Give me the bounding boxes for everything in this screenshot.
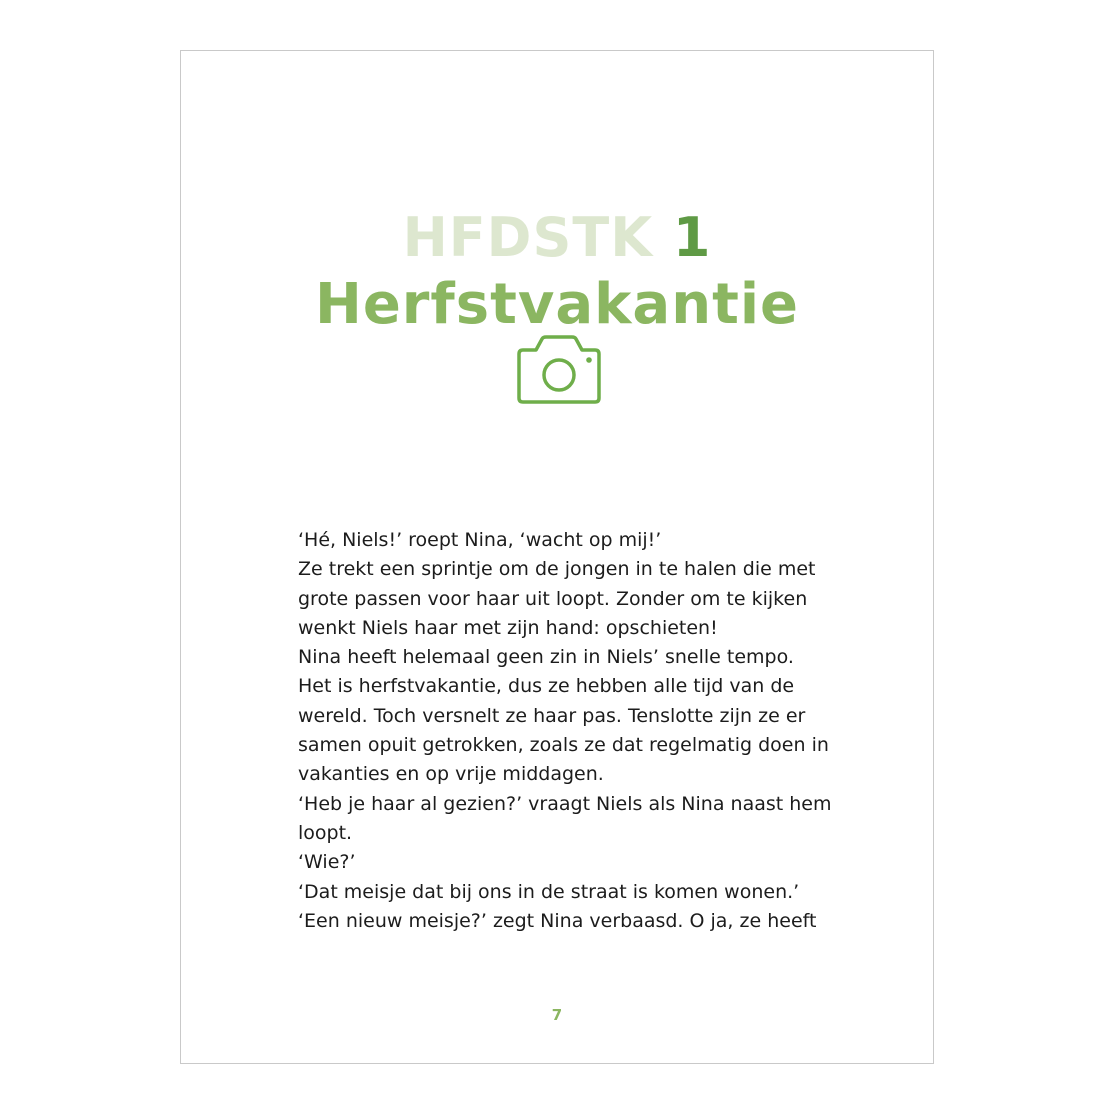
text-line: vakanties en op vrije middagen.	[298, 763, 604, 786]
text-line: Nina heeft helemaal geen zin in Niels’ snelle tempo.	[298, 646, 794, 669]
text-line: ‘Heb je haar al gezien?’ vraagt Niels als Nina naast hem	[298, 792, 832, 815]
body-text	[298, 526, 838, 936]
chapter-number: 1	[672, 206, 712, 269]
camera-icon	[513, 334, 605, 404]
chapter-label	[181, 206, 933, 273]
chapter-title: Herfstvakantie	[314, 272, 800, 337]
text-line: samen opuit getrokken, zoals ze dat regelmatig doen in	[298, 734, 829, 757]
text-line: ‘Wie?’	[298, 851, 356, 874]
text-line: wereld. Toch versnelt ze haar pas. Tenslotte zijn ze er	[298, 704, 806, 727]
text-line: grote passen voor haar uit loopt. Zonder om te kijken	[298, 587, 808, 610]
text-line: Het is herfstvakantie, dus ze hebben alle tijd van de	[298, 675, 795, 698]
text-line: ‘Een nieuw meisje?’ zegt Nina verbaasd. O ja, ze heeft	[298, 909, 817, 932]
book-page	[180, 50, 934, 1064]
text-line: wenkt Niels haar met zijn hand: opschieten!	[298, 616, 718, 639]
text-line: ‘Dat meisje dat bij ons in de straat is komen wonen.’	[298, 880, 800, 903]
text-line: loopt.	[298, 821, 353, 844]
text-line: Ze trekt een sprintje om de jongen in te halen die met	[298, 558, 816, 581]
page-number: 7	[551, 1006, 563, 1024]
chapter-heading	[181, 206, 933, 337]
chapter-prefix: HFDSTK	[402, 206, 654, 269]
text-line: ‘Hé, Niels!’ roept Nina, ‘wacht op mij!’	[298, 529, 662, 551]
